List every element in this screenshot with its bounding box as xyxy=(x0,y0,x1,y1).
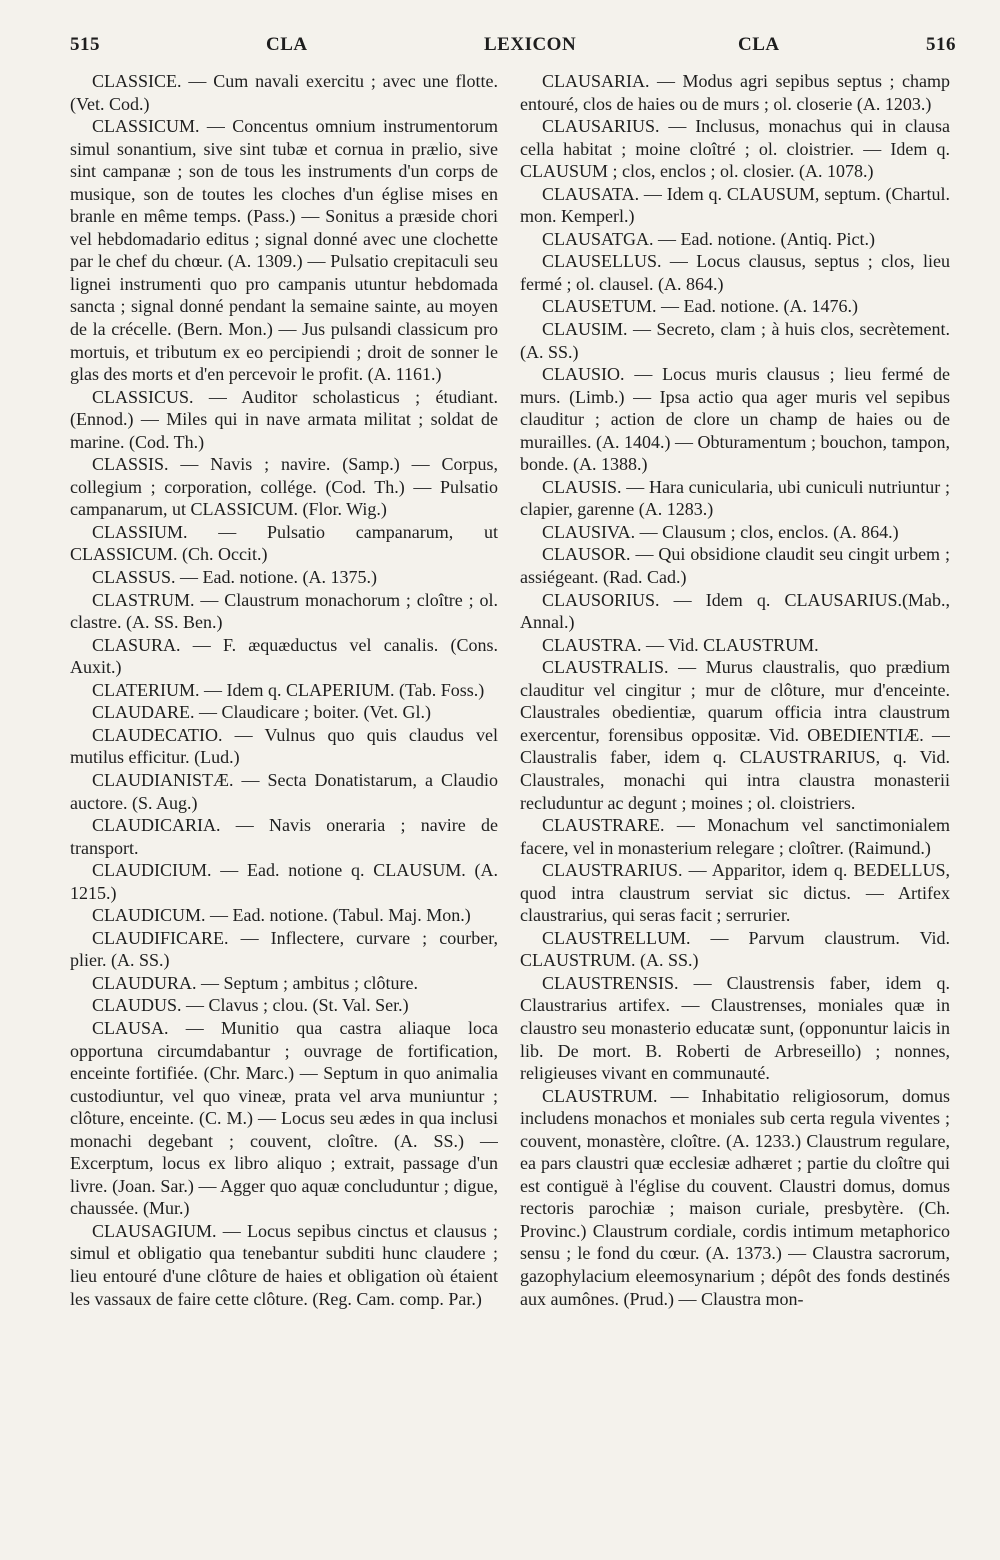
entry-clausis: CLAUSIS. — Hara cunicularia, ubi cuniculi nutriuntur ; clapier, garenne (A. 1283.) xyxy=(520,476,950,520)
entry-claudecatio: CLAUDECATIO. — Vulnus quo quis claudus vel mutilus efficitur. (Lud.) xyxy=(70,724,498,768)
entry-claustrellum: CLAUSTRELLUM. — Parvum claustrum. Vid. CLAUSTRUM. (A. SS.) xyxy=(520,927,950,971)
right-guide-word: CLA xyxy=(738,34,780,55)
entry-classicum: CLASSICUM. — Concentus omnium instrumentorum simul sonantium, sive sint tubæ et cornua in prælio, sive sint campanæ ; son de tous les instruments d'un corps de musique, son de toutes les cloches d'un église mises en branle en même temps. (Pass.) — Sonitus a præside chori vel hebdomadario editus ; signal donné avec une clochette par le chef du chœur. (A. 1309.) — Pulsatio crepitaculi seu lignei instrumenti quo pro campanis utuntur hebdomada sancta ; signal donné pendant la semaine sainte, au moyen de la crécelle. (Bern. Mon.) — Jus pulsandi classicum pro mortuis, et tributum ex eo percipiendi ; droit de sonner le glas des morts et d'en percevoir le profit. (A. 1161.) xyxy=(70,116,498,385)
entry-clausellus: CLAUSELLUS. — Locus clausus, septus ; clos, lieu fermé ; ol. clausel. (A. 864.) xyxy=(520,251,950,294)
entry-claustrare: CLAUSTRARE. — Monachum vel sanctimonialem facere, vel in monasterium relegare ; cloîtrer. (Raimund.) xyxy=(520,815,950,858)
entry-classis: CLASSIS. — Navis ; navire. (Samp.) — Corpus, collegium ; corporation, collége. (Cod. Th.) — Pulsatio campanarum, ut CLASSICUM. (Flor. Wig.) xyxy=(70,454,498,520)
entry-clausiva: CLAUSIVA. — Clausum ; clos, enclos. (A. 864.) xyxy=(542,521,899,542)
left-guide-word: CLA xyxy=(266,34,308,55)
entry-clasura: CLASURA. — F. æquæductus vel canalis. (Cons. Auxit.) xyxy=(70,634,498,678)
entry-clausa: CLAUSA. — Munitio qua castra aliaque loca opportuna circumdabantur ; ouvrage de fortification, enceinte fortifiée. (Chr. Marc.) — Septum in quo animalia custodiuntur, vel quo vineæ, prata vel arva muniuntur ; clôture, enceinte. (C. M.) — Locus seu ædes in qua inclusi monachi degebant ; couvent, cloître. (A. SS.) — Excerptum, locus ex libro aliquo ; extrait, passage d'un livre. (Joan. Sar.) — Agger quo aquæ concluduntur ; digue, chaussée. (Mur.) xyxy=(70,1017,498,1219)
entry-claustrarius: CLAUSTRARIUS. — Apparitor, idem q. BEDELLUS, quod intra claustrum serviat sic dictus. — Artifex claustrarius, qui seras facit ; serrurier. xyxy=(520,860,950,926)
entry-claudianistae: CLAUDIANISTÆ. — Secta Donatistarum, a Claudio auctore. (S. Aug.) xyxy=(70,769,498,813)
entry-clausim: CLAUSIM. — Secreto, clam ; à huis clos, secrètement. (A. SS.) xyxy=(520,319,950,362)
entry-claustra: CLAUSTRA. — Vid. CLAUSTRUM. xyxy=(542,634,819,655)
entry-clausorius: CLAUSORIUS. — Idem q. CLAUSARIUS.(Mab., Annal.) xyxy=(520,589,950,633)
entry-claterium: CLATERIUM. — Idem q. CLAPERIUM. (Tab. Foss.) xyxy=(92,679,485,700)
entry-classice: CLASSICE. — Cum navali exercitu ; avec une flotte. (Vet. Cod.) xyxy=(70,71,498,114)
header-title: LEXICON xyxy=(484,34,577,55)
entry-classicus: CLASSICUS. — Auditor scholasticus ; étudiant. (Ennod.) — Miles qui in nave armata militat ; soldat de marine. (Cod. Th.) xyxy=(70,386,498,452)
entry-classium: CLASSIUM. — Pulsatio campanarum, ut CLASSICUM. (Ch. Occit.) xyxy=(70,521,498,565)
left-page-number: 515 xyxy=(70,34,100,55)
entry-claudura: CLAUDURA. — Septum ; ambitus ; clôture. xyxy=(92,972,418,993)
running-header xyxy=(70,34,956,66)
entry-clausio: CLAUSIO. — Locus muris clausus ; lieu fermé de murs. (Limb.) — Ipsa actio qua ager muris vel sepibus clauditur ; action de clore un champ de haies ou de murailles. (A. 1404.) — Obturamentum ; bouchon, tampon, bonde. (A. 1388.) xyxy=(520,364,950,475)
left-column xyxy=(70,70,498,1510)
entry-clastrum: CLASTRUM. — Claustrum monachorum ; cloître ; ol. clastre. (A. SS. Ben.) xyxy=(70,589,498,633)
entry-claudus: CLAUDUS. — Clavus ; clou. (St. Val. Ser.) xyxy=(92,995,409,1016)
entry-claustrensis: CLAUSTRENSIS. — Claustrensis faber, idem q. Claustrarius artifex. — Claustrenses, moniales quæ in claustro seu monasterio educatæ sunt, (opponuntur laicis in lib. De mort. B. Roberti de Arbreseillo) ; nonnes, religieuses vivant en communauté. xyxy=(520,972,950,1084)
entry-claudicum: CLAUDICUM. — Ead. notione. (Tabul. Maj. Mon.) xyxy=(92,905,471,926)
entry-claudificare: CLAUDIFICARE. — Inflectere, curvare ; courber, plier. (A. SS.) xyxy=(70,927,498,971)
entry-claudicaria: CLAUDICARIA. — Navis oneraria ; navire de transport. xyxy=(70,815,498,858)
right-page-number: 516 xyxy=(926,34,956,55)
entry-clausata: CLAUSATA. — Idem q. CLAUSUM, septum. (Chartul. mon. Kemperl.) xyxy=(520,183,950,227)
entry-claudicium: CLAUDICIUM. — Ead. notione q. CLAUSUM. (A. 1215.) xyxy=(70,860,498,903)
right-column xyxy=(520,70,950,1510)
entry-clausor: CLAUSOR. — Qui obsidione claudit seu cingit urbem ; assiégeant. (Rad. Cad.) xyxy=(520,544,950,588)
entry-clausaria: CLAUSARIA. — Modus agri sepibus septus ; champ entouré, clos de haies ou de murs ; ol. closerie (A. 1203.) xyxy=(520,71,950,114)
entry-claustralis: CLAUSTRALIS. — Murus claustralis, quo prædium clauditur vel cingitur ; mur de clôture, mur d'enceinte. Claustrales obedientiæ, quarum officia intra claustrum exercentur, forensibus oppositæ. Vid. OBEDIENTIÆ. — Claustralis faber, idem q. CLAUSTRARIUS, q. Vid. Claustrales, monachi qui intra claustra monasterii recluduntur ac degunt ; moines ; ol. cloistriers. xyxy=(520,657,950,813)
entry-classus: CLASSUS. — Ead. notione. (A. 1375.) xyxy=(92,567,377,588)
entry-clausatga: CLAUSATGA. — Ead. notione. (Antiq. Pict.) xyxy=(542,228,875,249)
entry-clausetum: CLAUSETUM. — Ead. notione. (A. 1476.) xyxy=(542,296,858,317)
entry-claudare: CLAUDARE. — Claudicare ; boiter. (Vet. Gl.) xyxy=(92,702,431,723)
entry-clausagium: CLAUSAGIUM. — Locus sepibus cinctus et clausus ; simul et obligatio qua tenebantur subditi hunc claudere ; lieu entouré d'une clôture de haies et obligation où étaient les vassaux de faire cette clôture. (Reg. Cam. comp. Par.) xyxy=(70,1220,498,1309)
entry-clausarius: CLAUSARIUS. — Inclusus, monachus qui in clausa cella habitat ; moine cloîtré ; ol. cloistrier. — Idem q. CLAUSUM ; clos, enclos ; ol. closier. (A. 1078.) xyxy=(520,116,950,182)
entry-claustrum: CLAUSTRUM. — Inhabitatio religiosorum, domus includens monachos et moniales sub certa regula viventes ; couvent, monastère, cloître. (A. 1233.) Claustrum regulare, ea pars claustri quæ ecclesiæ adhæret ; partie du cloître qui est contiguë à l'église du couvent. Claustri domus, domus rectoris parochiæ ; maison curiale, presbytère. (Ch. Provinc.) Claustrum cordiale, cordis intimum metaphorico sensu ; le fond du cœur. (A. 1373.) — Claustra sacrorum, gazophylacium eleemosynarium ; dépôt des fonds destinés aux aumônes. (Prud.) — Claustra mon- xyxy=(520,1085,950,1309)
